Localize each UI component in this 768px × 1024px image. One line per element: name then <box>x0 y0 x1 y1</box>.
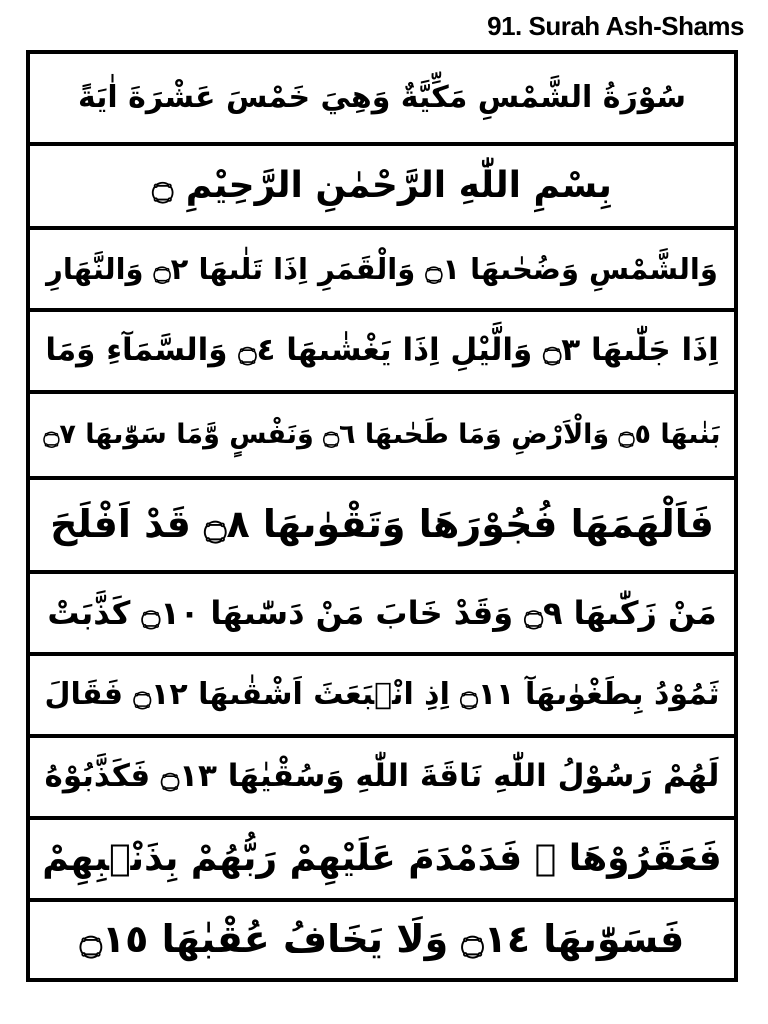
verse-line <box>30 480 734 574</box>
basmala-row <box>30 146 734 230</box>
verse-line-text: فَاَلْهَمَهَا فُجُوْرَهَا وَتَقْوٰىهَا ۝٨ قَدْ اَفْلَحَ <box>50 502 714 547</box>
verse-line <box>30 394 734 480</box>
page-heading: 91. Surah Ash-Shams <box>487 11 744 41</box>
basmala-text: بِسْمِ اللّٰهِ الرَّحْمٰنِ الرَّحِيْمِ ۝ <box>152 165 612 207</box>
verse-line <box>30 902 734 978</box>
verse-line-text: فَسَوّٰىهَا ۝١٤ وَلَا يَخَافُ عُقْبٰهَا ۝١٥ <box>79 917 685 962</box>
verse-line-text: بَنٰىهَا ۝٥ وَالْاَرْضِ وَمَا طَحٰىهَا ۝٦ وَنَفْسٍ وَّمَا سَوّٰىهَا ۝٧ <box>43 418 721 450</box>
verse-line <box>30 656 734 738</box>
verse-line-text: اِذَا جَلّٰىهَا ۝٣ وَالَّيْلِ اِذَا يَغْشٰىهَا ۝٤ وَالسَّمَآءِ وَمَا <box>45 332 719 369</box>
verse-line <box>30 738 734 820</box>
verse-line-text: وَالشَّمْسِ وَضُحٰىهَا ۝١ وَالْقَمَرِ اِذَا تَلٰىهَا ۝٢ وَالنَّهَارِ <box>46 251 718 286</box>
verse-line <box>30 230 734 312</box>
verse-line <box>30 574 734 656</box>
verse-line-text: مَنْ زَكّٰىهَا ۝٩ وَقَدْ خَابَ مَنْ دَسّٰىهَا ۝١٠ كَذَّبَتْ <box>47 593 717 632</box>
surah-info-text: سُوْرَةُ الشَّمْسِ مَكِّيَّةٌ وَهِيَ خَمْسَ عَشْرَةَ اٰيَةً <box>77 80 687 115</box>
verse-line-text: فَعَقَرُوْهَا ۙ فَدَمْدَمَ عَلَيْهِمْ رَبُّهُمْ بِذَنْۢبِهِمْ <box>42 838 722 880</box>
verse-line-text: لَهُمْ رَسُوْلُ اللّٰهِ نَاقَةَ اللّٰهِ وَسُقْيٰهَا ۝١٣ فَكَذَّبُوْهُ <box>44 758 720 795</box>
surah-frame <box>26 50 738 982</box>
verse-line-text: ثَمُوْدُ بِطَغْوٰىهَآ ۝١١ اِذِ انْۢبَعَثَ اَشْقٰىهَا ۝١٢ فَقَالَ <box>44 677 720 712</box>
surah-info-row <box>30 54 734 146</box>
verse-line <box>30 312 734 394</box>
verse-line <box>30 820 734 902</box>
